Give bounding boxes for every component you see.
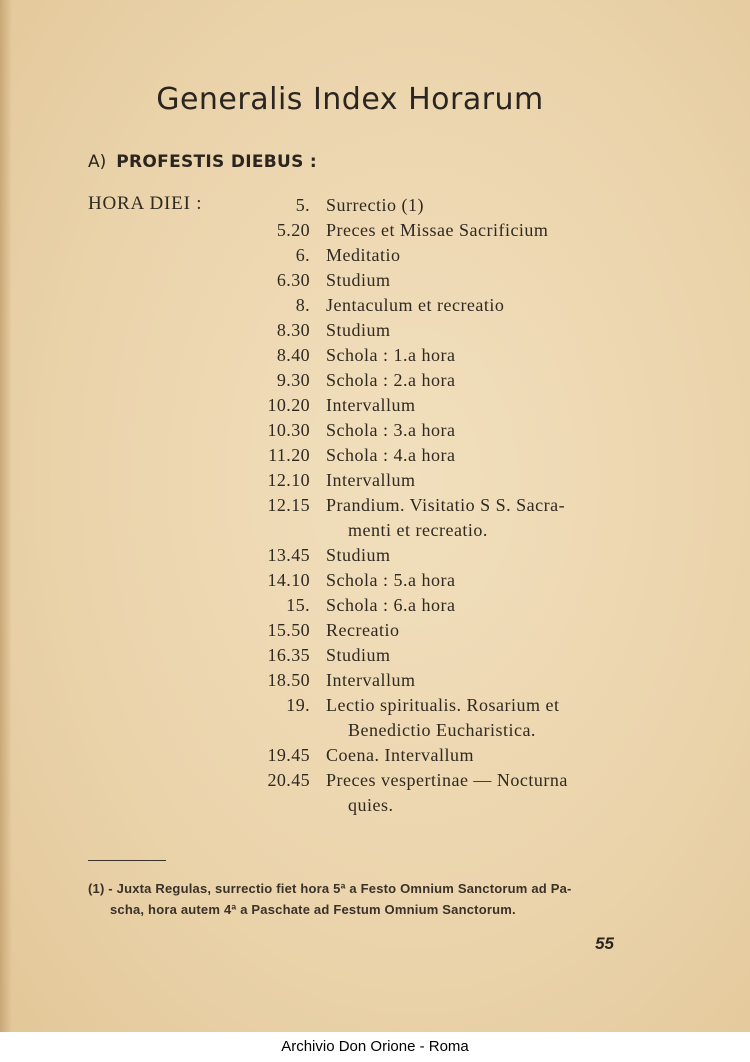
schedule-activity-continuation: quies. — [348, 795, 394, 815]
schedule-activity-text: Schola : 3.a hora — [326, 420, 456, 440]
schedule-activity-text: Studium — [326, 545, 391, 565]
schedule-row — [240, 568, 620, 593]
section-label: PROFESTIS DIEBUS : — [116, 152, 317, 172]
archive-banner: Archivio Don Orione - Roma — [0, 1032, 750, 1062]
schedule-row — [240, 493, 620, 543]
schedule-activity-text: Schola : 5.a hora — [326, 570, 456, 590]
schedule-activity — [326, 243, 620, 268]
schedule-row — [240, 468, 620, 493]
schedule-activity-continuation: menti et recreatio. — [348, 520, 488, 540]
page-title: Generalis Index Horarum — [156, 82, 544, 117]
schedule-row — [240, 618, 620, 643]
schedule-time: 9.30 — [276, 370, 310, 390]
schedule-time: 6.30 — [276, 270, 310, 290]
schedule-activity — [326, 218, 620, 243]
schedule-time: 5. — [295, 195, 310, 215]
schedule-time: 6. — [295, 245, 310, 265]
schedule-activity — [326, 693, 620, 743]
schedule-time: 8.30 — [276, 320, 310, 340]
schedule-activity — [326, 618, 620, 643]
schedule-row — [240, 243, 620, 268]
schedule-activity — [326, 643, 620, 668]
schedule-activity — [326, 768, 620, 818]
schedule-activity — [326, 368, 620, 393]
schedule-row — [240, 768, 620, 818]
hora-diei-label: HORA DIEI : — [88, 193, 203, 214]
schedule-row — [240, 393, 620, 418]
schedule-activity — [326, 268, 620, 293]
schedule-row — [240, 368, 620, 393]
schedule-activity-text: Studium — [326, 270, 391, 290]
footnote-line-1: (1) - Juxta Regulas, surrectio fiet hora 5ª a Festo Omnium Sanctorum ad Pa- — [88, 881, 572, 896]
schedule-time: 8. — [295, 295, 310, 315]
schedule-list — [240, 193, 620, 818]
schedule-activity-text: Prandium. Visitatio S S. Sacra- — [326, 495, 566, 515]
schedule-row — [240, 668, 620, 693]
schedule-time: 10.30 — [267, 420, 310, 440]
schedule-row — [240, 293, 620, 318]
schedule-activity — [326, 443, 620, 468]
schedule-activity-text: Intervallum — [326, 670, 416, 690]
schedule-time: 13.45 — [267, 545, 310, 565]
schedule-time: 12.15 — [267, 495, 310, 515]
schedule-activity — [326, 418, 620, 443]
schedule-activity — [326, 468, 620, 493]
schedule-activity-text: Preces vespertinae — Nocturna — [326, 770, 568, 790]
schedule-activity — [326, 743, 620, 768]
schedule-activity — [326, 193, 620, 218]
schedule-activity-text: Coena. Intervallum — [326, 745, 474, 765]
section-heading — [88, 152, 317, 172]
page-number: 55 — [595, 934, 614, 953]
schedule-activity — [326, 343, 620, 368]
schedule-time: 19. — [286, 695, 310, 715]
schedule-activity-text: Jentaculum et recreatio — [326, 295, 505, 315]
footnote-line-2: scha, hora autem 4ª a Paschate ad Festum Omnium Sanctorum. — [110, 902, 516, 917]
schedule-row — [240, 343, 620, 368]
schedule-activity-continuation: Benedictio Eucharistica. — [348, 720, 536, 740]
schedule-row — [240, 593, 620, 618]
schedule-row — [240, 443, 620, 468]
schedule-time: 16.35 — [267, 645, 310, 665]
schedule-row — [240, 743, 620, 768]
schedule-time: 8.40 — [276, 345, 310, 365]
section-letter: A) — [88, 152, 107, 172]
schedule-time: 12.10 — [267, 470, 310, 490]
schedule-activity — [326, 293, 620, 318]
schedule-activity — [326, 543, 620, 568]
schedule-row — [240, 193, 620, 218]
schedule-activity-text: Studium — [326, 645, 391, 665]
schedule-activity-text: Surrectio (1) — [326, 195, 424, 215]
schedule-activity — [326, 393, 620, 418]
schedule-activity-text: Intervallum — [326, 470, 416, 490]
schedule-row — [240, 643, 620, 668]
footnote — [88, 878, 618, 920]
schedule-time: 11.20 — [268, 445, 310, 465]
schedule-activity-text: Schola : 1.a hora — [326, 345, 456, 365]
schedule-row — [240, 693, 620, 743]
schedule-row — [240, 218, 620, 243]
schedule-activity — [326, 668, 620, 693]
schedule-activity — [326, 568, 620, 593]
schedule-time: 18.50 — [267, 670, 310, 690]
schedule-activity-text: Meditatio — [326, 245, 401, 265]
footnote-divider — [88, 860, 166, 861]
schedule-activity-text: Schola : 2.a hora — [326, 370, 456, 390]
schedule-time: 15. — [286, 595, 310, 615]
schedule-activity-text: Studium — [326, 320, 391, 340]
schedule-row — [240, 543, 620, 568]
schedule-time: 20.45 — [267, 770, 310, 790]
schedule-activity-text: Recreatio — [326, 620, 400, 640]
schedule-time: 10.20 — [267, 395, 310, 415]
schedule-activity-text: Preces et Missae Sacrificium — [326, 220, 549, 240]
schedule-activity-text: Schola : 6.a hora — [326, 595, 456, 615]
schedule-activity-text: Intervallum — [326, 395, 416, 415]
page-edge-shadow — [0, 0, 12, 1062]
schedule-activity — [326, 493, 620, 543]
schedule-row — [240, 268, 620, 293]
schedule-row — [240, 418, 620, 443]
schedule-row — [240, 318, 620, 343]
schedule-activity-text: Schola : 4.a hora — [326, 445, 456, 465]
schedule-activity — [326, 318, 620, 343]
schedule-time: 15.50 — [267, 620, 310, 640]
schedule-time: 14.10 — [267, 570, 310, 590]
schedule-activity-text: Lectio spiritualis. Rosarium et — [326, 695, 560, 715]
schedule-time: 5.20 — [276, 220, 310, 240]
schedule-activity — [326, 593, 620, 618]
schedule-time: 19.45 — [267, 745, 310, 765]
